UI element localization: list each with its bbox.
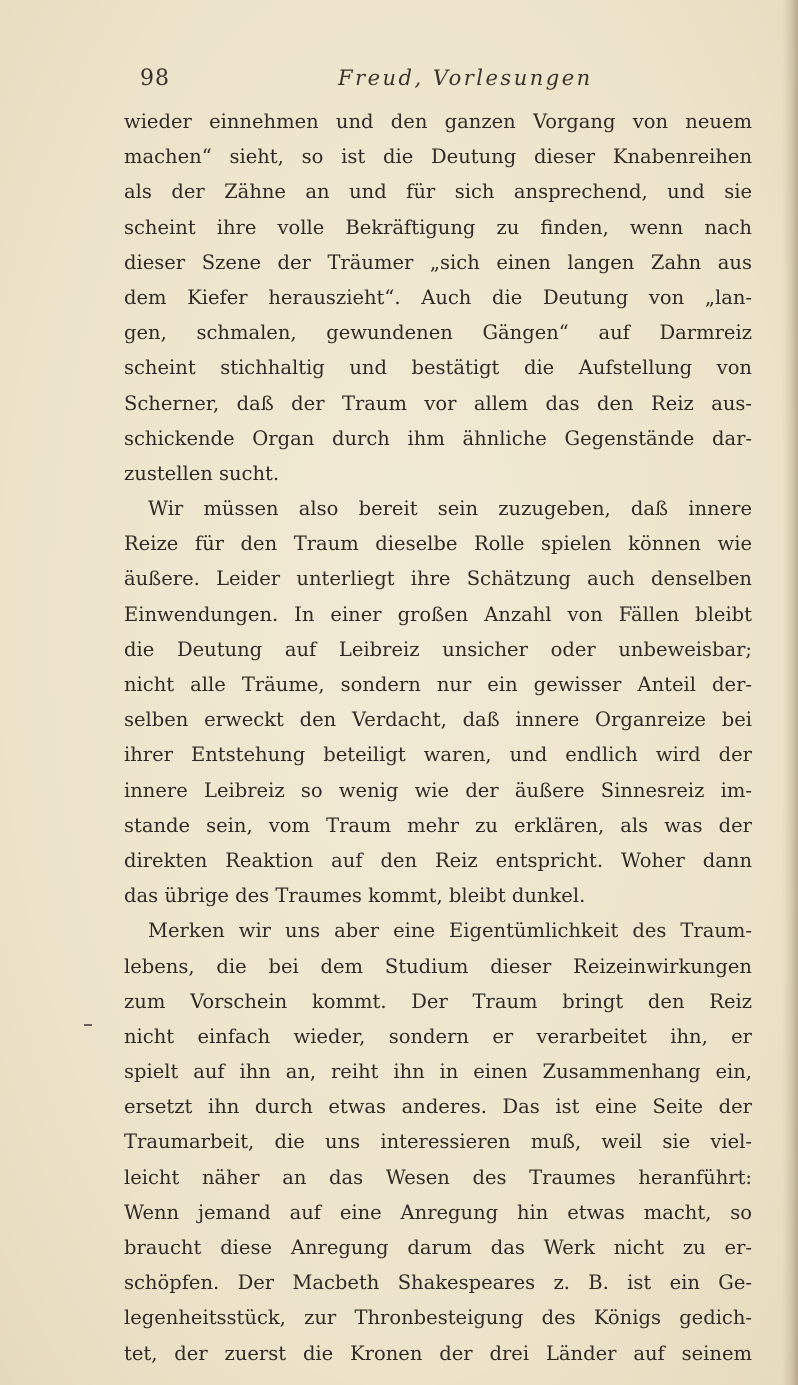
text-line: Einwendungen. In einer großen Anzahl von Fällen bleibt xyxy=(124,602,752,626)
text-line: äußere. Leider unterliegt ihre Schätzung auch denselben xyxy=(124,567,752,591)
text-line: gen, schmalen, gewundenen Gängen“ auf Darmreiz xyxy=(124,321,752,345)
text-line: zum Vorschein kommt. Der Traum bringt den Reiz xyxy=(124,989,752,1013)
text-line: scheint stichhaltig und bestätigt die Aufstellung von xyxy=(124,356,752,380)
text-line: legenheitsstück, zur Thronbesteigung des Königs gedich- xyxy=(124,1306,752,1330)
text-line: wieder einnehmen und den ganzen Vorgang von neuem xyxy=(124,110,752,133)
text-line: Wir müssen also bereit sein zuzugeben, daß innere xyxy=(148,497,752,521)
text-line: Wenn jemand auf eine Anregung hin etwas macht, so xyxy=(124,1200,752,1224)
text-line: lebens, die bei dem Studium dieser Reizeinwirkungen xyxy=(124,954,752,978)
text-line: selben erweckt den Verdacht, daß innere Organreize bei xyxy=(124,708,752,732)
running-head: Freud, Vorlesungen xyxy=(338,66,593,90)
text-line: Merken wir uns aber eine Eigentümlichkeit des Traum- xyxy=(148,919,752,943)
text-line: schickende Organ durch ihm ähnliche Gegenstände dar- xyxy=(124,426,752,450)
margin-mark xyxy=(84,1024,92,1026)
text-line: spielt auf ihn an, reiht ihn in einen Zusammenhang ein, xyxy=(124,1060,752,1084)
text-line: als der Zähne an und für sich ansprechend, und sie xyxy=(124,180,752,204)
text-line: ihrer Entstehung beteiligt waren, und endlich wird der xyxy=(124,743,752,767)
text-line: machen“ sieht, so ist die Deutung dieser Knabenreihen xyxy=(124,145,752,169)
text-line: innere Leibreiz so wenig wie der äußere Sinnesreiz im- xyxy=(124,778,752,802)
page-number: 98 xyxy=(140,66,170,91)
text-line: braucht diese Anregung darum das Werk nicht zu er- xyxy=(124,1236,752,1259)
text-line: dem Kiefer herauszieht“. Auch die Deutung von „lan- xyxy=(124,285,752,309)
text-line: schöpfen. Der Macbeth Shakespeares z. B. ist ein Ge- xyxy=(124,1271,752,1295)
paragraph-3 xyxy=(124,913,752,1370)
page-edge-shadow xyxy=(782,0,798,1385)
text-line: das übrige des Traumes kommt, bleibt dunkel. xyxy=(124,884,586,908)
text-line: ersetzt ihn durch etwas anderes. Das ist eine Seite der xyxy=(124,1095,752,1119)
text-line: leicht näher an das Wesen des Traumes heranführt: xyxy=(124,1165,752,1189)
body-text xyxy=(124,104,752,1371)
text-line: scheint ihre volle Bekräftigung zu finden, wenn nach xyxy=(124,215,752,239)
text-line: direkten Reaktion auf den Reiz entspricht. Woher dann xyxy=(124,848,752,872)
text-line: nicht alle Träume, sondern nur ein gewisser Anteil der- xyxy=(124,673,752,696)
text-line: Scherner, daß der Traum vor allem das den Reiz aus- xyxy=(124,391,752,415)
text-line: tet, der zuerst die Kronen der drei Länder auf seinem xyxy=(124,1341,752,1365)
text-line: Reize für den Traum dieselbe Rolle spielen können wie xyxy=(124,532,752,556)
text-line: zustellen sucht. xyxy=(124,461,280,485)
paragraph-1 xyxy=(124,104,752,491)
text-line: stande sein, vom Traum mehr zu erklären, als was der xyxy=(124,813,752,837)
page-header xyxy=(140,66,680,98)
text-line: dieser Szene der Träumer „sich einen langen Zahn aus xyxy=(124,250,752,274)
paragraph-2 xyxy=(124,491,752,913)
text-line: nicht einfach wieder, sondern er verarbeitet ihn, er xyxy=(124,1024,752,1048)
text-line: Traumarbeit, die uns interessieren muß, weil sie viel- xyxy=(124,1130,752,1154)
text-line: die Deutung auf Leibreiz unsicher oder unbeweisbar; xyxy=(124,637,752,661)
